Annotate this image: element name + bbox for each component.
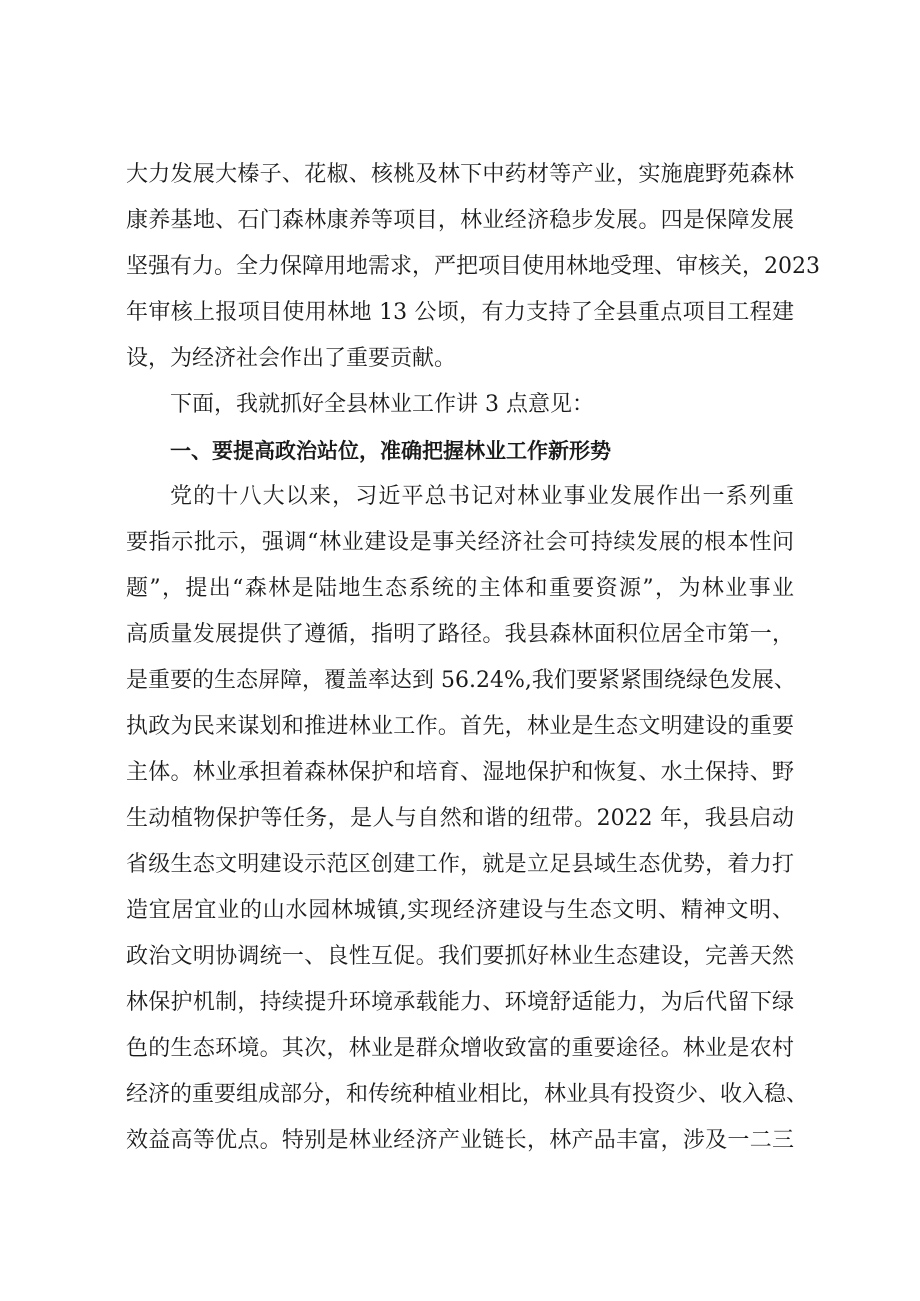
paragraph-3-line-1: 党的十八大以来，习近平总书记对林业事业发展作出一系列重 <box>170 484 794 509</box>
paragraph-3-line-7: 主体。林业承担着森林保护和培育、湿地保护和恢复、水土保持、野 <box>126 760 794 785</box>
document-body <box>126 152 820 1164</box>
section-heading-1: 一、要提高政治站位，准确把握林业工作新形势 <box>170 439 611 463</box>
paragraph-3-line-6: 执政为民来谋划和推进林业工作。首先，林业是生态文明建设的重要 <box>126 714 794 739</box>
paragraph-3-line-8: 生动植物保护等任务，是人与自然和谐的纽带。2022 年，我县启动 <box>126 806 794 831</box>
paragraph-1-line-5: 设，为经济社会作出了重要贡献。 <box>126 346 457 371</box>
paragraph-3-line-2: 要指示批示，强调“林业建设是事关经济社会可持续发展的根本性问 <box>126 530 794 555</box>
paragraph-3-line-15: 效益高等优点。特别是林业经济产业链长，林产品丰富，涉及一二三 <box>126 1128 794 1153</box>
paragraph-1-line-1: 大力发展大榛子、花椒、核桃及林下中药材等产业，实施鹿野苑森林 <box>126 162 794 187</box>
paragraph-3-line-12: 林保护机制，持续提升环境承载能力、环境舒适能力，为后代留下绿 <box>126 990 794 1015</box>
paragraph-1-line-3: 坚强有力。全力保障用地需求，严把项目使用林地受理、审核关，2023 <box>126 254 820 279</box>
paragraph-3-line-11: 政治文明协调统一、良性互促。我们要抓好林业生态建设，完善天然 <box>126 944 794 969</box>
paragraph-3-line-13: 色的生态环境。其次，林业是群众增收致富的重要途径。林业是农村 <box>126 1036 794 1061</box>
paragraph-3-line-3: 题”，提出“森林是陆地生态系统的主体和重要资源”，为林业事业 <box>126 576 794 601</box>
paragraph-3-line-5: 是重要的生态屏障，覆盖率达到 56.24%,我们要紧紧围绕绿色发展、 <box>126 668 796 693</box>
paragraph-2: 下面，我就抓好全县林业工作讲 3 点意见： <box>170 392 594 417</box>
paragraph-1-line-4: 年审核上报项目使用林地 13 公顷，有力支持了全县重点项目工程建 <box>126 300 794 325</box>
paragraph-3-line-4: 高质量发展提供了遵循，指明了路径。我县森林面积位居全市第一， <box>126 622 794 647</box>
paragraph-3-line-10: 造宜居宜业的山水园林城镇,实现经济建设与生态文明、精神文明、 <box>126 898 794 923</box>
paragraph-1-line-2: 康养基地、石门森林康养等项目，林业经济稳步发展。四是保障发展 <box>126 208 794 233</box>
paragraph-3-line-14: 经济的重要组成部分，和传统种植业相比，林业具有投资少、收入稳、 <box>126 1082 809 1107</box>
paragraph-3-line-9: 省级生态文明建设示范区创建工作，就是立足县域生态优势，着力打 <box>126 852 794 877</box>
